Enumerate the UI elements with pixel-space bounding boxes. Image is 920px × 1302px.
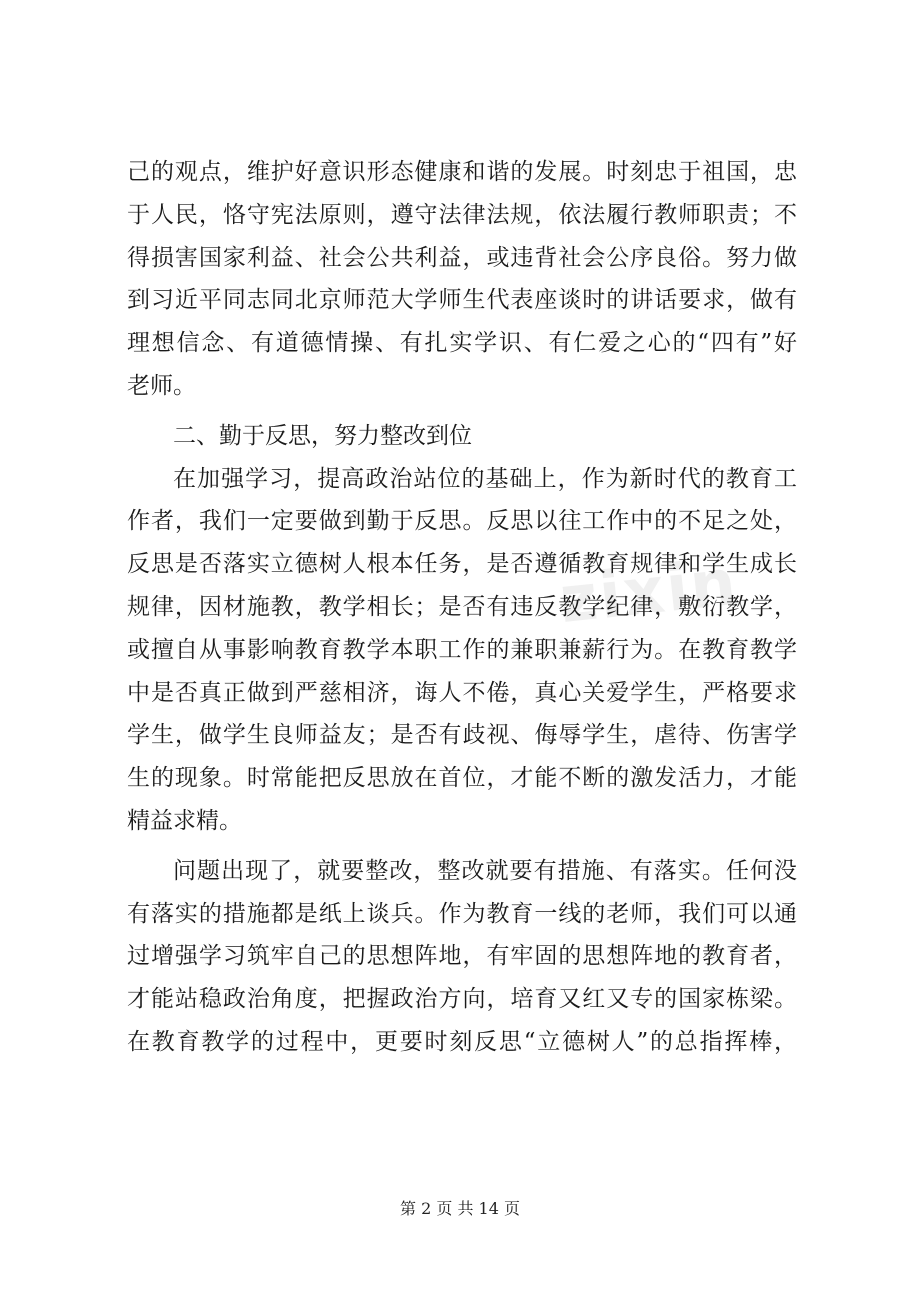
text-line: 中是否真正做到严慈相济，诲人不倦，真心关爱学生，严格要求 xyxy=(127,679,797,706)
paragraph-2 xyxy=(127,458,797,843)
section-heading: 二、勤于反思，努力整改到位 xyxy=(173,422,472,449)
page-footer: 第 2 页 共 14 页 xyxy=(400,1199,520,1218)
text-line: 己的观点，维护好意识形态健康和谐的发展。时刻忠于祖国，忠 xyxy=(127,159,797,185)
text-line: 学生，做学生良师益友；是否有歧视、侮辱学生，虐待、伤害学 xyxy=(127,722,797,749)
text-line: 过增强学习筑牢自己的思想阵地，有牢固的思想阵地的教育者， xyxy=(127,943,797,970)
text-line: 在教育教学的过程中，更要时刻反思“立德树人”的总指挥棒， xyxy=(127,1028,797,1055)
paragraph-3 xyxy=(127,850,797,1064)
text-line: 精益求精。 xyxy=(127,807,242,834)
text-line: 老师。 xyxy=(127,372,196,399)
text-line: 到习近平同志同北京师范大学师生代表座谈时的讲话要求，做有 xyxy=(127,287,797,314)
paragraph-1 xyxy=(127,151,797,408)
text-line: 规律，因材施教，教学相长；是否有违反教学纪律，敷衍教学， xyxy=(127,593,797,620)
text-line: 理想信念、有道德情操、有扎实学识、有仁爱之心的“四有”好 xyxy=(127,330,797,357)
text-line: 问题出现了，就要整改，整改就要有措施、有落实。任何没 xyxy=(173,857,797,884)
watermark: zixin xyxy=(556,545,742,639)
text-line: 反思是否落实立德树人根本任务，是否遵循教育规律和学生成长 xyxy=(127,551,797,578)
text-line: 生的现象。时常能把反思放在首位，才能不断的激发活力，才能 xyxy=(127,765,797,792)
document-body xyxy=(127,151,797,1064)
text-line: 作者，我们一定要做到勤于反思。反思以往工作中的不足之处， xyxy=(127,508,797,535)
text-line: 或擅自从事影响教育教学本职工作的兼职兼薪行为。在教育教学 xyxy=(127,636,797,663)
text-line: 在加强学习，提高政治站位的基础上，作为新时代的教育工 xyxy=(173,465,797,492)
text-line: 得损害国家利益、社会公共利益，或违背社会公序良俗。努力做 xyxy=(127,244,797,271)
text-line: 有落实的措施都是纸上谈兵。作为教育一线的老师，我们可以通 xyxy=(127,900,797,927)
text-line: 于人民，恪守宪法原则，遵守法律法规，依法履行教师职责；不 xyxy=(127,201,797,228)
text-line: 才能站稳政治角度，把握政治方向，培育又红又专的国家栋梁。 xyxy=(127,986,797,1013)
